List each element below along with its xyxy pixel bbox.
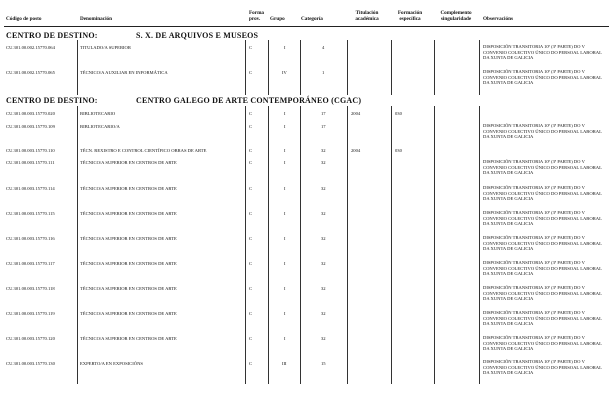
row-grupo: I (284, 124, 286, 129)
header-titulacion: Titulación académica (355, 10, 379, 22)
row-forma: C (249, 336, 253, 341)
row-denomination: TÉCNICO/A SUPERIOR EN CENTROS DE ARTE (80, 336, 177, 341)
row-grupo: IV (282, 70, 287, 75)
column-rule (479, 40, 480, 95)
column-rule (245, 106, 246, 384)
row-grupo: I (284, 186, 286, 191)
header-formacion: Formación específica (397, 10, 423, 22)
row-denomination: EXPERTO/A EN EXPOSICIÓNS (80, 361, 143, 366)
row-observacions: DISPOSICIÓN TRANSITORIA 10ª (3ª PARTE) DO V CONVENIO COLECTIVO ÚNICO DO PERSOAL LABORAL DA XUNTA DE GALICIA (483, 260, 602, 277)
row-titulacion: 2004 (351, 148, 361, 153)
column-rule (347, 106, 348, 384)
row-denomination: TÉCNICO/A SUPERIOR EN CENTROS DE ARTE (80, 286, 177, 291)
row-categoria: 32 (321, 148, 326, 153)
row-forma: C (249, 261, 253, 266)
row-categoria: 32 (321, 311, 326, 316)
row-code: CU.301.00.003.15770.120 (6, 336, 55, 341)
row-grupo: I (284, 286, 286, 291)
row-formacion: 030 (395, 111, 402, 116)
header-complemento: Complemento singularidade (440, 10, 472, 22)
header-forma: Forma prov. (249, 10, 264, 22)
row-code: CU.301.00.003.15770.114 (6, 186, 55, 191)
row-code: CU.301.00.003.15770.115 (6, 211, 55, 216)
row-observacions: DISPOSICIÓN TRANSITORIA 10ª (3ª PARTE) DO V CONVENIO COLECTIVO ÚNICO DO PERSOAL LABORAL DA XUNTA DE GALICIA (483, 359, 602, 376)
row-observacions: DISPOSICIÓN TRANSITORIA 10ª (3ª PARTE) DO V CONVENIO COLECTIVO ÚNICO DO PERSOAL LABORAL DA XUNTA DE GALICIA (483, 159, 602, 176)
row-categoria: 17 (321, 111, 326, 116)
row-denomination: TÉCNICO/A SUPERIOR EN CENTROS DE ARTE (80, 160, 177, 165)
row-code: CU.301.00.003.15770.111 (6, 160, 55, 165)
row-grupo: I (284, 160, 286, 165)
row-forma: C (249, 311, 253, 316)
column-rule (391, 40, 392, 95)
row-code: CU.301.00.003.15770.110 (6, 148, 55, 153)
row-categoria: 32 (321, 336, 326, 341)
row-code: CU.301.00.002.15770.064 (6, 45, 55, 50)
row-categoria: 32 (321, 286, 326, 291)
row-observacions: DISPOSICIÓN TRANSITORIA 10ª (3ª PARTE) DO V CONVENIO COLECTIVO ÚNICO DO PERSOAL LABORAL DA XUNTA DE GALICIA (483, 123, 602, 140)
row-forma: C (249, 361, 253, 366)
row-grupo: I (284, 336, 286, 341)
row-forma: C (249, 160, 253, 165)
row-grupo: I (284, 211, 286, 216)
row-denomination: TÉCNICO/A AUXILIAR EN INFORMÁTICA (80, 70, 168, 75)
section-label: CENTRO DE DESTINO: (6, 31, 98, 40)
row-denomination: TÉCNICO/A SUPERIOR EN CENTROS DE ARTE (80, 261, 177, 266)
header-codigo: Código de posto (6, 16, 42, 22)
row-code: CU.301.00.003.15770.116 (6, 236, 55, 241)
row-denomination: TÉCN. REXISTRO E CONTROL CIENTÍFICO OBRAS DE ARTE (80, 148, 207, 153)
row-grupo: I (284, 236, 286, 241)
section-name: CENTRO GALEGO DE ARTE CONTEMPORÁNEO (CGAC) (136, 96, 362, 105)
column-rule (391, 106, 392, 384)
row-grupo: I (284, 311, 286, 316)
column-rule (77, 106, 78, 384)
row-categoria: 4 (322, 45, 325, 50)
row-titulacion: 2004 (351, 111, 361, 116)
row-forma: C (249, 148, 253, 153)
row-grupo: I (284, 261, 286, 266)
row-forma: C (249, 286, 253, 291)
column-rule (479, 106, 480, 384)
row-forma: C (249, 111, 253, 116)
row-forma: C (249, 45, 253, 50)
row-code: CU.301.00.003.15770.020 (6, 111, 55, 116)
row-forma: C (249, 124, 253, 129)
section-label: CENTRO DE DESTINO: (6, 96, 98, 105)
row-denomination: TÉCNICO/A SUPERIOR EN CENTROS DE ARTE (80, 211, 177, 216)
row-grupo: I (284, 45, 286, 50)
row-code: CU.301.00.003.15770.109 (6, 124, 55, 129)
row-forma: C (249, 211, 253, 216)
row-categoria: 32 (321, 211, 326, 216)
row-formacion: 030 (395, 148, 402, 153)
row-grupo: I (284, 148, 286, 153)
row-observacions: DISPOSICIÓN TRANSITORIA 10ª (3ª PARTE) DO V CONVENIO COLECTIVO ÚNICO DO PERSOAL LABORAL DA XUNTA DE GALICIA (483, 335, 602, 352)
column-rule (245, 40, 246, 95)
row-denomination: TÉCNICO/A SUPERIOR EN CENTROS DE ARTE (80, 311, 177, 316)
column-rule (268, 106, 269, 384)
header-observacions: Observacións (483, 16, 513, 22)
row-denomination: TÉCNICO/A SUPERIOR EN CENTROS DE ARTE (80, 186, 177, 191)
column-rule (268, 40, 269, 95)
row-categoria: 17 (321, 124, 326, 129)
row-categoria: 1 (322, 70, 325, 75)
column-rule (347, 40, 348, 95)
row-code: CU.301.00.003.15770.119 (6, 311, 55, 316)
row-observacions: DISPOSICIÓN TRANSITORIA 10ª (3ª PARTE) DO V CONVENIO COLECTIVO ÚNICO DO PERSOAL LABORAL DA XUNTA DE GALICIA (483, 69, 602, 86)
column-rule (434, 106, 435, 384)
row-denomination: BIBLIOTECARIO/A (80, 124, 120, 129)
row-code: CU.301.00.003.15770.118 (6, 286, 55, 291)
row-observacions: DISPOSICIÓN TRANSITORIA 10ª (3ª PARTE) DO V CONVENIO COLECTIVO ÚNICO DO PERSOAL LABORAL DA XUNTA DE GALICIA (483, 185, 602, 202)
section-name: S. X. DE ARQUIVOS E MUSEOS (136, 31, 259, 40)
header-denominacion: Denominación (80, 16, 112, 22)
row-categoria: 32 (321, 236, 326, 241)
row-categoria: 15 (321, 361, 326, 366)
row-categoria: 32 (321, 186, 326, 191)
row-observacions: DISPOSICIÓN TRANSITORIA 10ª (3ª PARTE) DO V CONVENIO COLECTIVO ÚNICO DO PERSOAL LABORAL DA XUNTA DE GALICIA (483, 285, 602, 302)
column-rule (434, 40, 435, 95)
row-observacions: DISPOSICIÓN TRANSITORIA 10ª (3ª PARTE) DO V CONVENIO COLECTIVO ÚNICO DO PERSOAL LABORAL DA XUNTA DE GALICIA (483, 235, 602, 252)
row-observacions: DISPOSICIÓN TRANSITORIA 10ª (3ª PARTE) DO V CONVENIO COLECTIVO ÚNICO DO PERSOAL LABORAL DA XUNTA DE GALICIA (483, 210, 602, 227)
row-observacions: DISPOSICIÓN TRANSITORIA 10ª (3ª PARTE) DO V CONVENIO COLECTIVO ÚNICO DO PERSOAL LABORAL DA XUNTA DE GALICIA (483, 310, 602, 327)
header-rule (4, 26, 609, 27)
row-denomination: TITULADO/A SUPERIOR (80, 45, 131, 50)
row-observacions: DISPOSICIÓN TRANSITORIA 10ª (3ª PARTE) DO V CONVENIO COLECTIVO ÚNICO DO PERSOAL LABORAL DA XUNTA DE GALICIA (483, 44, 602, 61)
row-grupo: I (284, 111, 286, 116)
column-rule (300, 40, 301, 95)
header-grupo: Grupo (270, 16, 285, 22)
row-denomination: BIBLIOTECARIO (80, 111, 116, 116)
row-categoria: 32 (321, 261, 326, 266)
row-categoria: 32 (321, 160, 326, 165)
row-grupo: III (282, 361, 287, 366)
row-code: CU.301.00.003.15770.130 (6, 361, 55, 366)
column-rule (77, 40, 78, 95)
row-code: CU.301.00.002.15770.065 (6, 70, 55, 75)
row-forma: C (249, 70, 253, 75)
row-forma: C (249, 186, 253, 191)
column-rule (300, 106, 301, 384)
row-denomination: TÉCNICO/A SUPERIOR EN CENTROS DE ARTE (80, 236, 177, 241)
row-forma: C (249, 236, 253, 241)
header-categoria: Categoría (301, 16, 323, 22)
row-code: CU.301.00.003.15770.117 (6, 261, 55, 266)
